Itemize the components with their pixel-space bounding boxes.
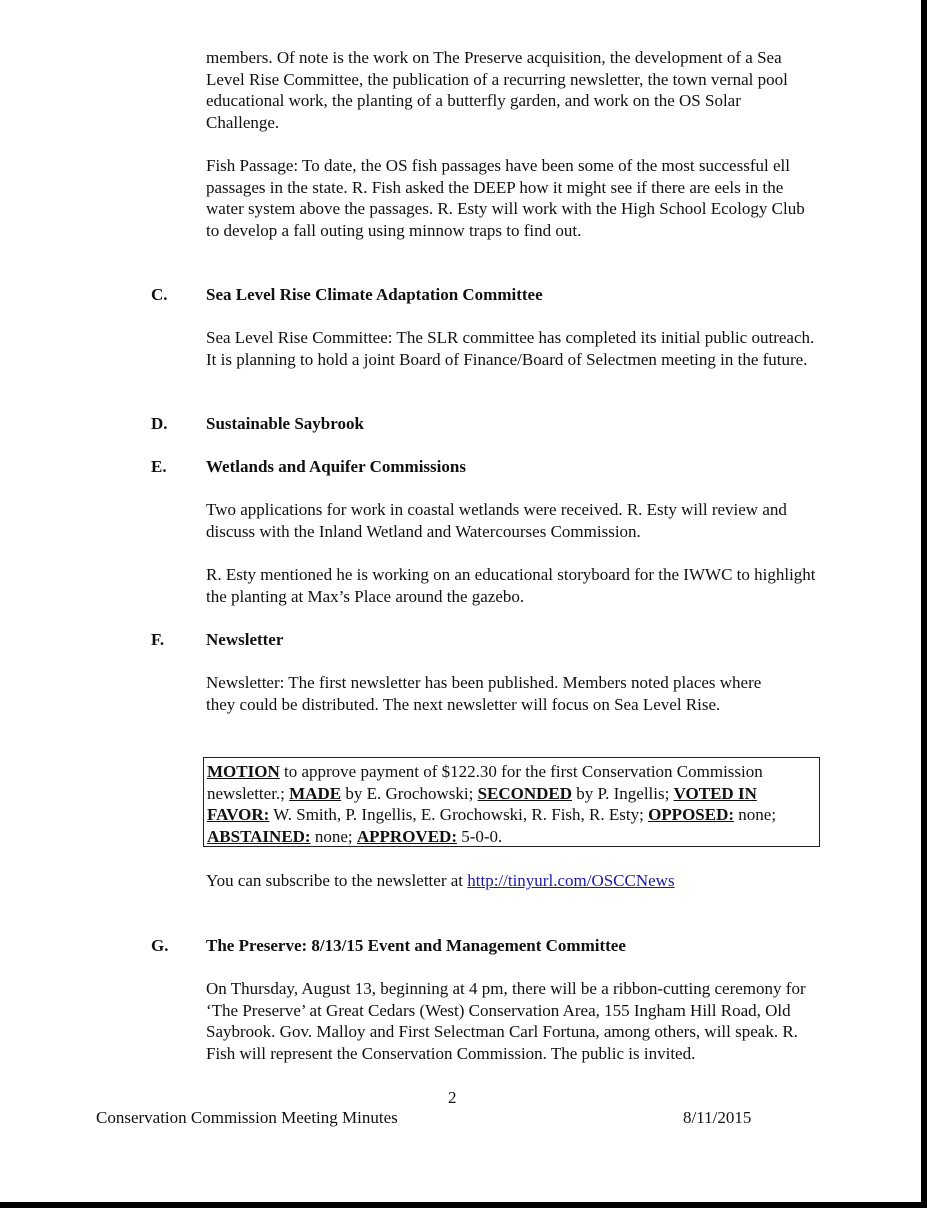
subscribe-paragraph bbox=[206, 870, 816, 892]
seconded-text: by P. Ingellis; bbox=[572, 783, 674, 803]
made-label: MADE bbox=[289, 783, 342, 803]
fish-passage-text: Fish Passage: To date, the OS fish passages have been some of the most successful ell passages in the state. R. Fish asked the DEEP how it might see if there are eels in the water system above the passages. R. Esty will work with the High School Ecology Club to develop a fall outing using minnow traps to find out. bbox=[206, 156, 805, 240]
section-c-title: Sea Level Rise Climate Adaptation Committee bbox=[206, 285, 543, 304]
page-number: 2 bbox=[448, 1088, 457, 1107]
section-f-title: Newsletter bbox=[206, 630, 284, 649]
section-d-letter: D. bbox=[151, 414, 168, 433]
motion-text: to approve payment of $122.30 for the first Conservation Commission newsletter.; bbox=[207, 762, 763, 803]
abstained-label: ABSTAINED: bbox=[207, 826, 311, 846]
motion-box bbox=[203, 757, 820, 847]
motion-label: MOTION bbox=[207, 762, 280, 781]
opposed-label: OPPOSED: bbox=[648, 805, 735, 824]
made-text: by E. Grochowski; bbox=[341, 783, 478, 803]
section-f-letter: F. bbox=[151, 630, 165, 649]
seconded-label: SECONDED bbox=[477, 783, 573, 803]
footer-title: Conservation Commission Meeting Minutes bbox=[96, 1108, 398, 1127]
intro-paragraph bbox=[206, 47, 816, 133]
section-g-paragraph bbox=[206, 978, 818, 1064]
section-e-letter: E. bbox=[151, 457, 167, 476]
approved-label: APPROVED: bbox=[356, 826, 457, 846]
section-e-title: Wetlands and Aquifer Commissions bbox=[206, 457, 466, 476]
newsletter-link[interactable]: http://tinyurl.com/OSCCNews bbox=[467, 871, 675, 890]
section-d-title: Sustainable Saybrook bbox=[206, 414, 364, 433]
approved-text: 5-0-0. bbox=[456, 826, 503, 846]
section-g-title: The Preserve: 8/13/15 Event and Management Committee bbox=[206, 936, 626, 955]
intro-text: members. Of note is the work on The Preserve acquisition, the development of a Sea Level Rise Committee, the publication of a recurring newsletter, the town vernal pool educational work, the planting of a butterfly garden, and work on the OS Solar Challenge. bbox=[206, 48, 788, 132]
voted-text: W. Smith, P. Ingellis, E. Grochowski, R. Fish, R. Esty; bbox=[269, 805, 649, 824]
section-g-letter: G. bbox=[151, 936, 169, 955]
voted-label: VOTED IN FAVOR: bbox=[207, 783, 757, 824]
footer-date: 8/11/2015 bbox=[683, 1108, 752, 1127]
section-c-text: Sea Level Rise Committee: The SLR committee has completed its initial public outreach. It is planning to hold a joint Board of Finance/Board of Selectmen meeting in the future. bbox=[206, 328, 815, 369]
section-f-paragraph bbox=[206, 672, 786, 715]
section-c-paragraph bbox=[206, 327, 816, 370]
section-e-text-2: R. Esty mentioned he is working on an educational storyboard for the IWWC to highlight the planting at Max’s Place around the gazebo. bbox=[206, 565, 816, 606]
section-c-letter: C. bbox=[151, 285, 168, 304]
section-e-paragraph-2 bbox=[206, 564, 816, 607]
section-g-text: On Thursday, August 13, beginning at 4 pm, there will be a ribbon-cutting ceremony for ‘The Preserve’ at Great Cedars (West) Conservation Area, 155 Ingham Hill Road, Old Saybrook. Gov. Malloy and First Selectman Carl Fortuna, among others, will speak. R. Fish will represent the Conservation Commission. The public is invited. bbox=[206, 979, 806, 1063]
subscribe-text: You can subscribe to the newsletter at bbox=[206, 871, 468, 890]
section-e-paragraph-1 bbox=[206, 499, 816, 542]
abstained-text: none; bbox=[310, 826, 357, 846]
section-f-text: Newsletter: The first newsletter has been published. Members noted places where they could be distributed. The next newsletter will focus on Sea Level Rise. bbox=[206, 673, 762, 714]
opposed-text: none; bbox=[734, 805, 777, 824]
section-e-text-1: Two applications for work in coastal wetlands were received. R. Esty will review and discuss with the Inland Wetland and Watercourses Commission. bbox=[206, 500, 787, 541]
fish-passage-paragraph bbox=[206, 155, 816, 241]
